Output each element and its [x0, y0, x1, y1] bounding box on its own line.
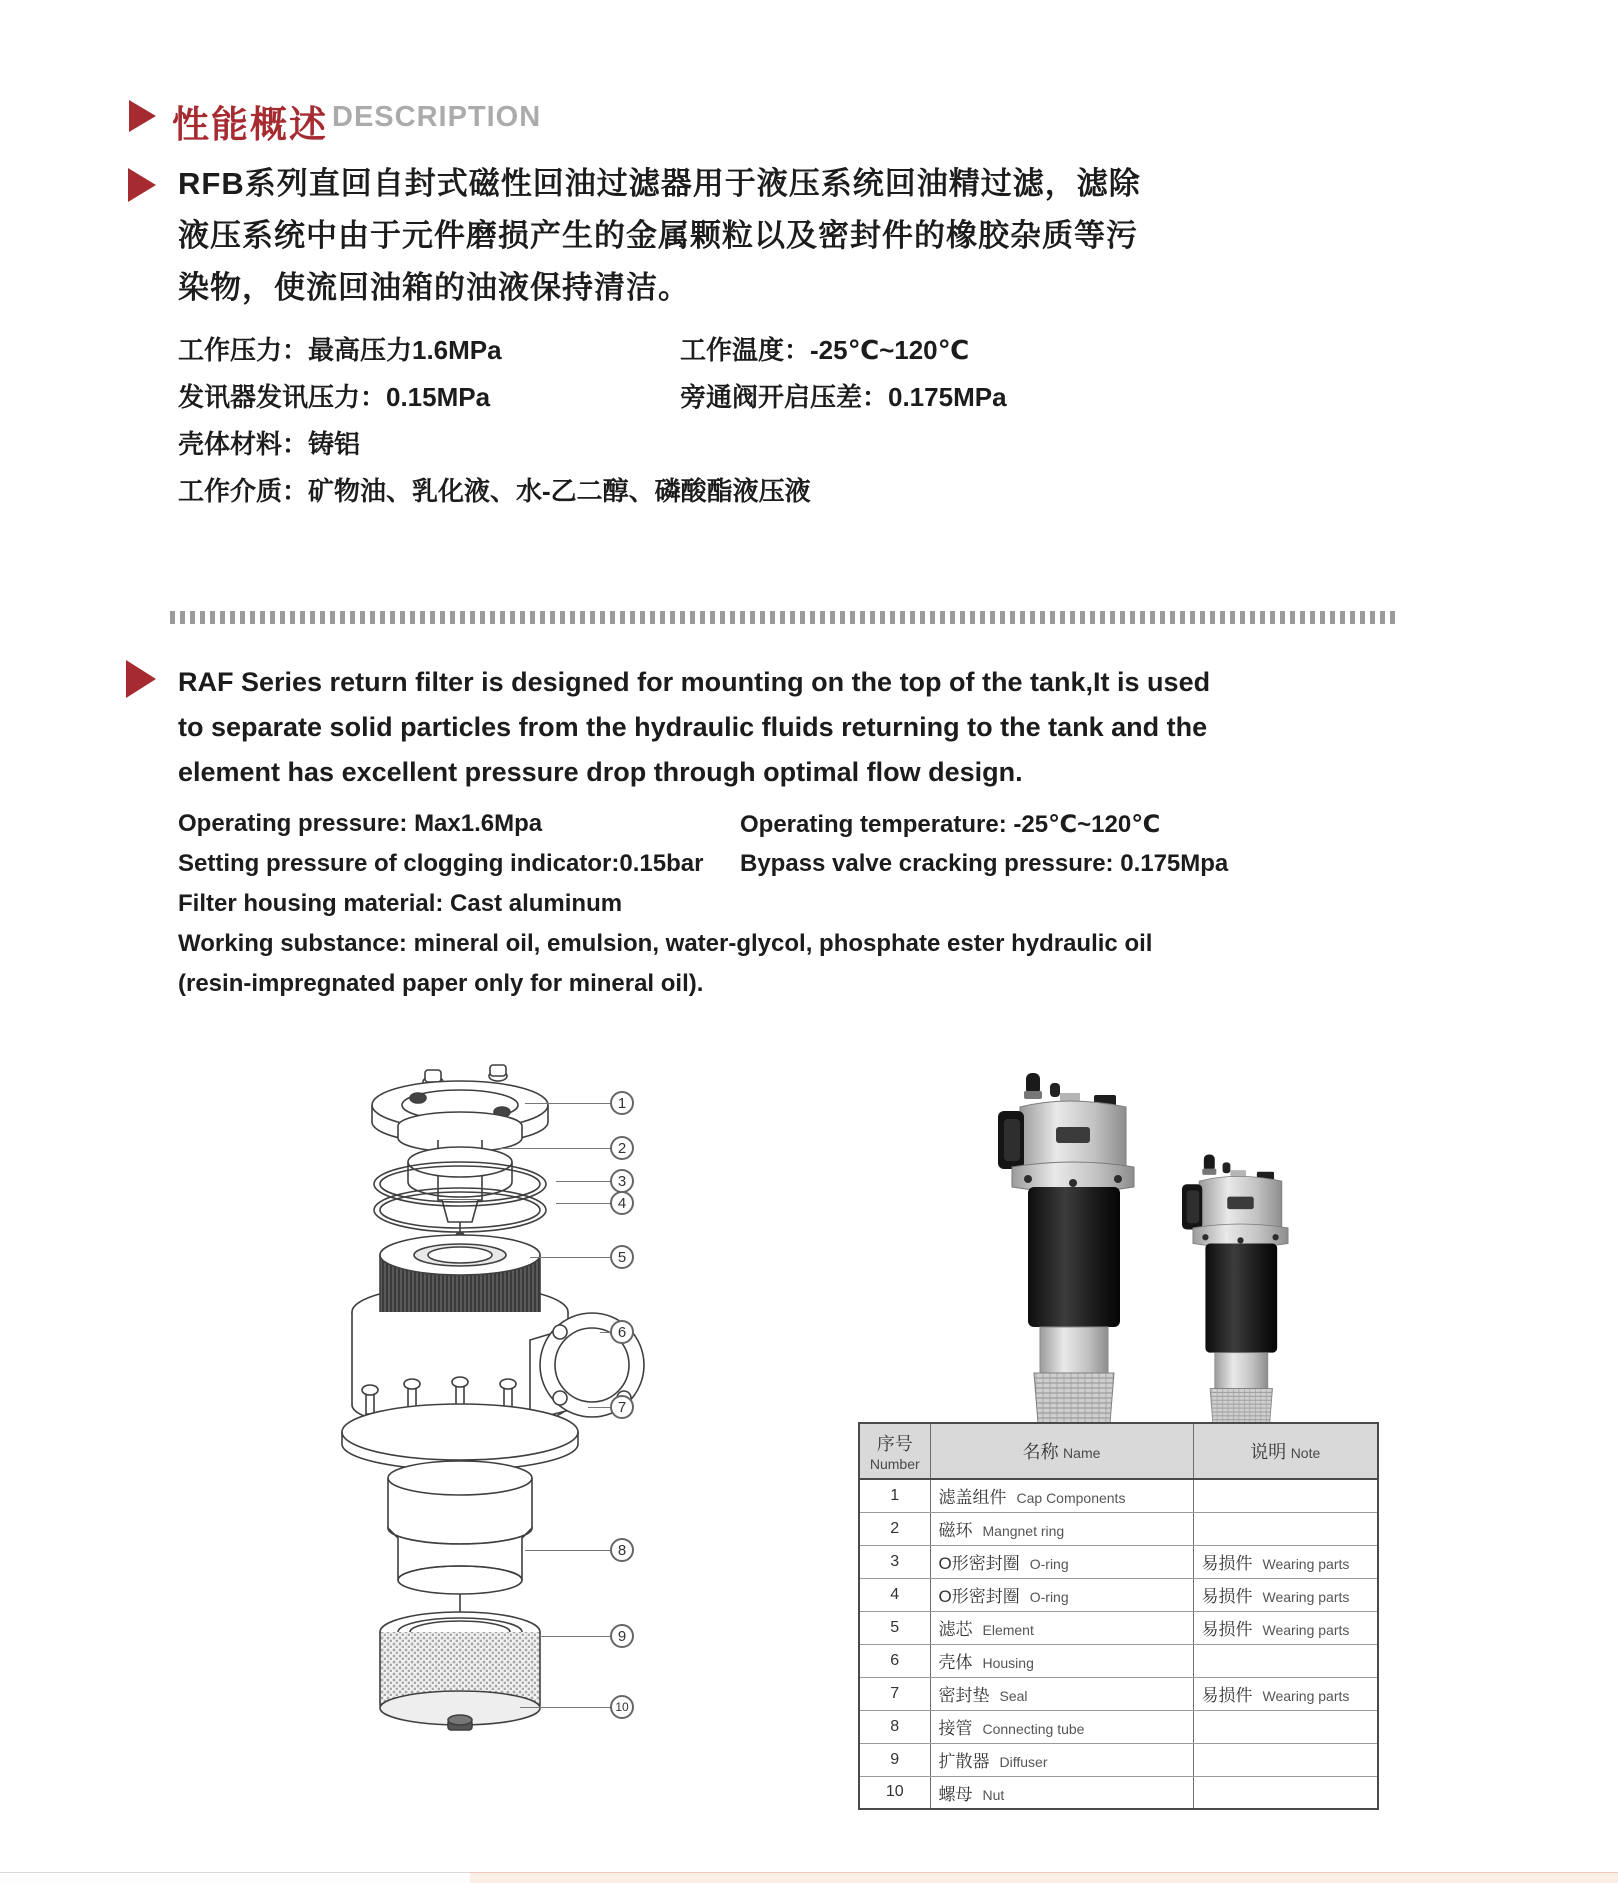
header-note-zh: 说明	[1250, 1442, 1287, 1462]
product-photos	[990, 1065, 1330, 1445]
footer-strip-right	[470, 1872, 1618, 1883]
cell-note	[1193, 1578, 1378, 1611]
cell-note	[1193, 1644, 1378, 1677]
cell-number: 5	[859, 1611, 930, 1644]
callout-leader-line	[556, 1203, 610, 1204]
part-name-zh: O形密封圈	[938, 1587, 1020, 1606]
table-row	[859, 1479, 1378, 1512]
callout-number: 9	[610, 1624, 634, 1648]
part-name-zh: 密封垫	[938, 1686, 990, 1705]
callout-number: 3	[610, 1169, 634, 1193]
cell-name	[930, 1776, 1193, 1809]
cell-name	[930, 1512, 1193, 1545]
callout-leader-line	[556, 1181, 610, 1182]
part-name-zh: 滤盖组件	[938, 1488, 1007, 1508]
cell-number: 2	[859, 1512, 930, 1545]
spec-right: 旁通阀开启压差：0.175MPa	[680, 382, 1007, 412]
exploded-diagram	[290, 1060, 760, 1760]
spec-right: 工作温度：-25℃~120℃	[680, 335, 970, 365]
part-name-zh: 接管	[938, 1719, 973, 1738]
cell-note	[1193, 1545, 1378, 1578]
part-name-en: Mangnet ring	[982, 1523, 1065, 1539]
spec-left: 壳体材料：铸铝	[178, 429, 361, 459]
table-row	[859, 1776, 1378, 1809]
spec-left: Working substance: mineral oil, emulsion, water-glycol, phosphate ester hydraulic oil	[178, 930, 1153, 957]
cell-number: 3	[859, 1545, 930, 1578]
callout-leader-line	[588, 1407, 610, 1408]
intro-paragraph-zh	[178, 158, 1141, 314]
intro-paragraph-en	[178, 660, 1210, 795]
callout-leader-line	[530, 1257, 610, 1258]
part-name-en: O-ring	[1029, 1556, 1069, 1572]
callout-number: 7	[610, 1395, 634, 1419]
table-row	[859, 1677, 1378, 1710]
callout-number: 4	[610, 1191, 634, 1215]
cell-number: 8	[859, 1710, 930, 1743]
intro-line: to separate solid particles from the hydraulic fluids returning to the tank and the	[178, 712, 1208, 742]
cell-number: 4	[859, 1578, 930, 1611]
section-title-en: DESCRIPTION	[332, 101, 542, 133]
cell-number: 9	[859, 1743, 930, 1776]
part-name-en: O-ring	[1029, 1589, 1069, 1605]
part-note-zh: 易损件	[1201, 1554, 1253, 1573]
bullet-arrow-icon	[128, 168, 156, 202]
cell-number: 7	[859, 1677, 930, 1710]
callout-leader-line	[540, 1636, 610, 1637]
spec-left: Operating pressure: Max1.6Mpa	[178, 810, 543, 837]
table-row	[859, 1611, 1378, 1644]
part-note-zh: 易损件	[1201, 1686, 1253, 1705]
part-note-zh: 易损件	[1201, 1587, 1253, 1606]
cell-note	[1193, 1479, 1378, 1512]
product-photo-small	[1182, 1155, 1288, 1428]
product-photo-large	[998, 1073, 1134, 1423]
cell-note	[1193, 1611, 1378, 1644]
callout-leader-line	[525, 1550, 610, 1551]
intro-line: 液压系统中由于元件磨损产生的金属颗粒以及密封件的橡胶杂质等污	[178, 218, 1138, 253]
bullet-arrow-icon	[126, 660, 156, 698]
part-name-zh: 滤芯	[938, 1620, 973, 1639]
table-row	[859, 1545, 1378, 1578]
header-name	[930, 1423, 1193, 1479]
header-number-en: Number	[869, 1456, 920, 1472]
spec-right: Bypass valve cracking pressure: 0.175Mpa	[740, 850, 1229, 877]
header-name-zh: 名称	[1022, 1442, 1059, 1462]
spec-left: Filter housing material: Cast aluminum	[178, 890, 623, 917]
cell-name	[930, 1545, 1193, 1578]
cell-name	[930, 1644, 1193, 1677]
cell-name	[930, 1710, 1193, 1743]
header-number-zh: 序号	[876, 1434, 913, 1454]
part-name-en: Connecting tube	[982, 1721, 1085, 1737]
table-row	[859, 1512, 1378, 1545]
intro-line: RFB系列直回自封式磁性回油过滤器用于液压系统回油精过滤，滤除	[178, 166, 1141, 201]
callout-leader-line	[500, 1148, 610, 1149]
part-note-en: Wearing parts	[1262, 1556, 1350, 1572]
cell-note	[1193, 1743, 1378, 1776]
spec-left: Setting pressure of clogging indicator:0.15bar	[178, 850, 704, 877]
spec-left: 工作介质：矿物油、乳化液、水-乙二醇、磷酸酯液压液	[178, 476, 811, 506]
part-name-en: Cap Components	[1016, 1490, 1126, 1507]
cell-name	[930, 1578, 1193, 1611]
cell-number: 6	[859, 1644, 930, 1677]
callout-leader-line	[600, 1332, 610, 1333]
callout-leader-line	[525, 1103, 610, 1104]
part-note-zh: 易损件	[1201, 1620, 1253, 1639]
table-row	[859, 1743, 1378, 1776]
cell-number: 10	[859, 1776, 930, 1809]
part-name-zh: 螺母	[938, 1784, 973, 1804]
callout-number: 8	[610, 1538, 634, 1562]
cell-name	[930, 1611, 1193, 1644]
section-arrow-icon	[129, 100, 156, 132]
table-row	[859, 1710, 1378, 1743]
part-name-en: Seal	[999, 1688, 1028, 1704]
intro-line: 染物，使流回油箱的油液保持清洁。	[178, 270, 690, 305]
part-name-en: Housing	[982, 1655, 1034, 1671]
cell-note	[1193, 1512, 1378, 1545]
cell-name	[930, 1743, 1193, 1776]
part-name-zh: 扩散器	[938, 1752, 990, 1771]
intro-line: element has excellent pressure drop through optimal flow design.	[178, 757, 1023, 787]
spec-left: 发讯器发讯压力：0.15MPa	[178, 382, 491, 412]
part-name-en: Nut	[982, 1786, 1005, 1803]
callout-number: 10	[610, 1695, 634, 1719]
spec-left: (resin-impregnated paper only for mineral oil).	[178, 970, 704, 997]
table-row	[859, 1644, 1378, 1677]
cell-number: 1	[859, 1479, 930, 1512]
part-name-en: Element	[982, 1622, 1034, 1638]
spec-right: Operating temperature: -25℃~120℃	[740, 811, 1161, 838]
intro-line: RAF Series return filter is designed for mounting on the top of the tank,It is used	[178, 667, 1211, 697]
callout-number: 2	[610, 1136, 634, 1160]
callout-leader-line	[520, 1707, 610, 1708]
callout-number: 1	[610, 1091, 634, 1115]
dotted-divider	[170, 611, 1398, 624]
table-row	[859, 1578, 1378, 1611]
header-note	[1193, 1423, 1378, 1479]
part-name-zh: O形密封圈	[938, 1554, 1020, 1573]
part-name-zh: 磁环	[938, 1521, 973, 1540]
cell-name	[930, 1479, 1193, 1512]
spec-left: 工作压力：最高压力1.6MPa	[178, 335, 502, 365]
header-number	[859, 1423, 930, 1479]
part-name-zh: 壳体	[938, 1653, 973, 1672]
part-note-en: Wearing parts	[1262, 1622, 1350, 1638]
cell-note	[1193, 1677, 1378, 1710]
section-title-zh: 性能概述	[172, 104, 328, 145]
parts-table	[858, 1422, 1379, 1810]
part-note-en: Wearing parts	[1262, 1589, 1350, 1605]
footer-strip-left	[0, 1872, 470, 1883]
cell-note	[1193, 1776, 1378, 1809]
cell-name	[930, 1677, 1193, 1710]
part-name-en: Diffuser	[999, 1754, 1048, 1770]
cell-note	[1193, 1710, 1378, 1743]
callout-number: 6	[610, 1320, 634, 1344]
callout-number: 5	[610, 1245, 634, 1269]
header-name-en: Name	[1063, 1445, 1101, 1461]
header-note-en: Note	[1290, 1445, 1321, 1461]
part-note-en: Wearing parts	[1262, 1688, 1350, 1704]
